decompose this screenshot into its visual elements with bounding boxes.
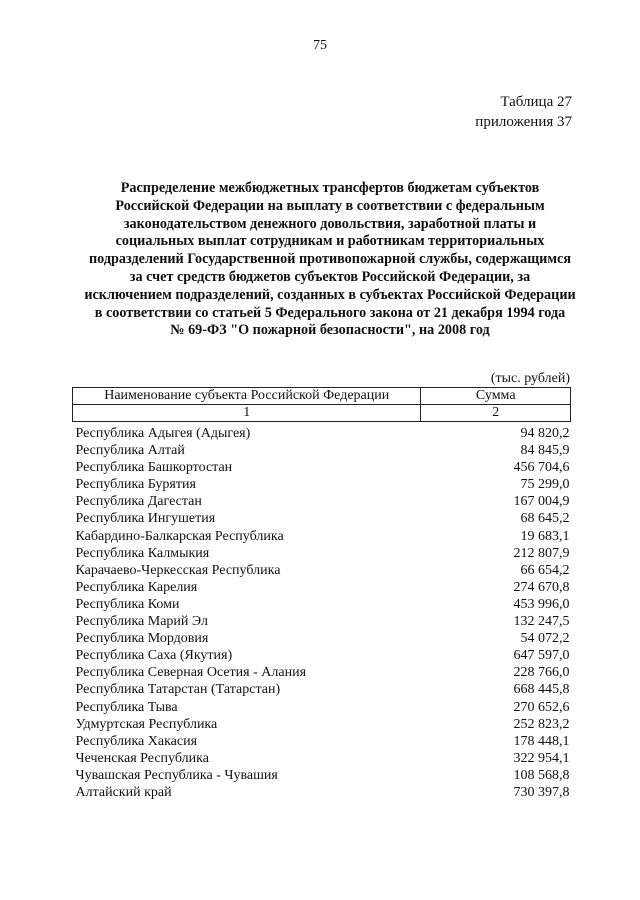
header-amount: Сумма xyxy=(421,388,571,405)
table-reference xyxy=(475,92,572,132)
amount-cell: 68 645,2 xyxy=(520,511,570,527)
subject-name-cell: Карачаево-Черкесская Республика xyxy=(75,562,281,578)
table-row xyxy=(73,476,571,493)
table-row xyxy=(73,562,571,579)
subject-name-cell: Республика Бурятия xyxy=(75,477,196,493)
amount-cell: 167 004,9 xyxy=(513,494,570,510)
table-header-row xyxy=(73,388,571,405)
subject-name-cell: Республика Калмыкия xyxy=(75,545,210,561)
table-row xyxy=(73,528,571,545)
title-line: № 69-ФЗ "О пожарной безопасности", на 2008 год xyxy=(170,322,490,339)
table-row xyxy=(73,596,571,613)
amount-cell: 108 568,8 xyxy=(513,767,570,783)
table-row xyxy=(73,750,571,767)
table-row xyxy=(73,767,571,784)
table-reference-line-2: приложения 37 xyxy=(475,114,572,130)
table-row xyxy=(73,579,571,596)
subject-name-cell: Республика Алтай xyxy=(75,443,185,459)
amount-cell: 132 247,5 xyxy=(513,614,570,630)
amount-cell: 668 445,8 xyxy=(513,682,570,698)
column-number-1: 1 xyxy=(73,405,421,422)
title-line: в соответствии со статьей 5 Федерального закона от 21 декабря 1994 года xyxy=(94,304,566,321)
amount-cell: 730 397,8 xyxy=(513,784,570,800)
subject-name-cell: Республика Карелия xyxy=(75,579,198,595)
subject-name-cell: Республика Ингушетия xyxy=(75,511,216,527)
page-number: 75 xyxy=(313,38,327,53)
table-row xyxy=(73,493,571,510)
table-row xyxy=(73,733,571,750)
table-row xyxy=(73,459,571,476)
subject-name-cell: Удмуртская Республика xyxy=(75,716,218,732)
amount-cell: 84 845,9 xyxy=(520,443,570,459)
amount-cell: 228 766,0 xyxy=(513,665,570,681)
table-row xyxy=(73,510,571,527)
title-line: Российской Федерации на выплату в соответствии с федеральным xyxy=(115,197,545,214)
subject-name-cell: Республика Тыва xyxy=(75,699,178,715)
table-row xyxy=(73,545,571,562)
amount-cell: 270 652,6 xyxy=(513,699,570,715)
table-row xyxy=(73,647,571,664)
title-line: подразделений Государственной противопожарной службы, содержащимся xyxy=(89,251,571,268)
subject-name-cell: Республика Татарстан (Татарстан) xyxy=(75,682,281,698)
subject-name-cell: Республика Северная Осетия - Алания xyxy=(75,665,307,681)
table-row xyxy=(73,716,571,733)
subject-name-cell: Республика Марий Эл xyxy=(75,614,208,630)
table-row xyxy=(73,442,571,459)
title-line: исключением подразделений, созданных в субъектах Российской Федерации xyxy=(84,286,576,303)
table-row xyxy=(73,630,571,647)
distribution-table xyxy=(72,387,571,801)
table-row xyxy=(73,784,571,801)
table-column-number-row xyxy=(73,405,571,422)
amount-cell: 647 597,0 xyxy=(513,648,570,664)
amount-cell: 453 996,0 xyxy=(513,596,570,612)
table-body xyxy=(73,422,571,802)
header-subject-name: Наименование субъекта Российской Федерации xyxy=(73,388,421,405)
table-row xyxy=(73,613,571,630)
title-line: социальных выплат сотрудникам и работникам территориальных xyxy=(115,233,545,250)
subject-name-cell: Алтайский край xyxy=(75,784,172,800)
subject-name-cell: Чувашская Республика - Чувашия xyxy=(75,767,278,783)
subject-name-cell: Республика Хакасия xyxy=(75,733,198,749)
amount-cell: 75 299,0 xyxy=(520,477,570,493)
amount-cell: 94 820,2 xyxy=(520,426,570,441)
amount-cell: 212 807,9 xyxy=(513,545,570,561)
amount-cell: 66 654,2 xyxy=(520,562,570,578)
units-label: (тыс. рублей) xyxy=(490,371,570,386)
subject-name-cell: Республика Дагестан xyxy=(75,494,202,510)
table-reference-line-1: Таблица 27 xyxy=(500,94,572,110)
subject-name-cell: Республика Саха (Якутия) xyxy=(75,648,233,664)
subject-name-cell: Кабардино-Балкарская Республика xyxy=(75,528,284,544)
table-row xyxy=(73,699,571,716)
table-row xyxy=(73,664,571,681)
amount-cell: 322 954,1 xyxy=(513,750,570,766)
subject-name-cell: Республика Башкортостан xyxy=(75,460,233,476)
column-number-2: 2 xyxy=(421,405,571,422)
title-line: Распределение межбюджетных трансфертов бюджетам субъектов xyxy=(120,180,540,196)
amount-cell: 19 683,1 xyxy=(520,528,570,544)
amount-cell: 54 072,2 xyxy=(520,631,570,647)
subject-name-cell: Чеченская Республика xyxy=(75,750,209,766)
title-line: за счет средств бюджетов субъектов Российской Федерации, за xyxy=(129,268,531,285)
table-row xyxy=(73,422,571,443)
amount-cell: 252 823,2 xyxy=(513,716,570,732)
subject-name-cell: Республика Мордовия xyxy=(75,631,209,647)
amount-cell: 178 448,1 xyxy=(513,733,570,749)
table-row xyxy=(73,681,571,698)
subject-name-cell: Республика Коми xyxy=(75,596,180,612)
amount-cell: 274 670,8 xyxy=(513,579,570,595)
amount-cell: 456 704,6 xyxy=(513,460,570,476)
subject-name-cell: Республика Адыгея (Адыгея) xyxy=(75,426,251,441)
title-line: законодательством денежного довольствия, заработной платы и xyxy=(123,215,537,232)
document-title xyxy=(60,180,600,340)
